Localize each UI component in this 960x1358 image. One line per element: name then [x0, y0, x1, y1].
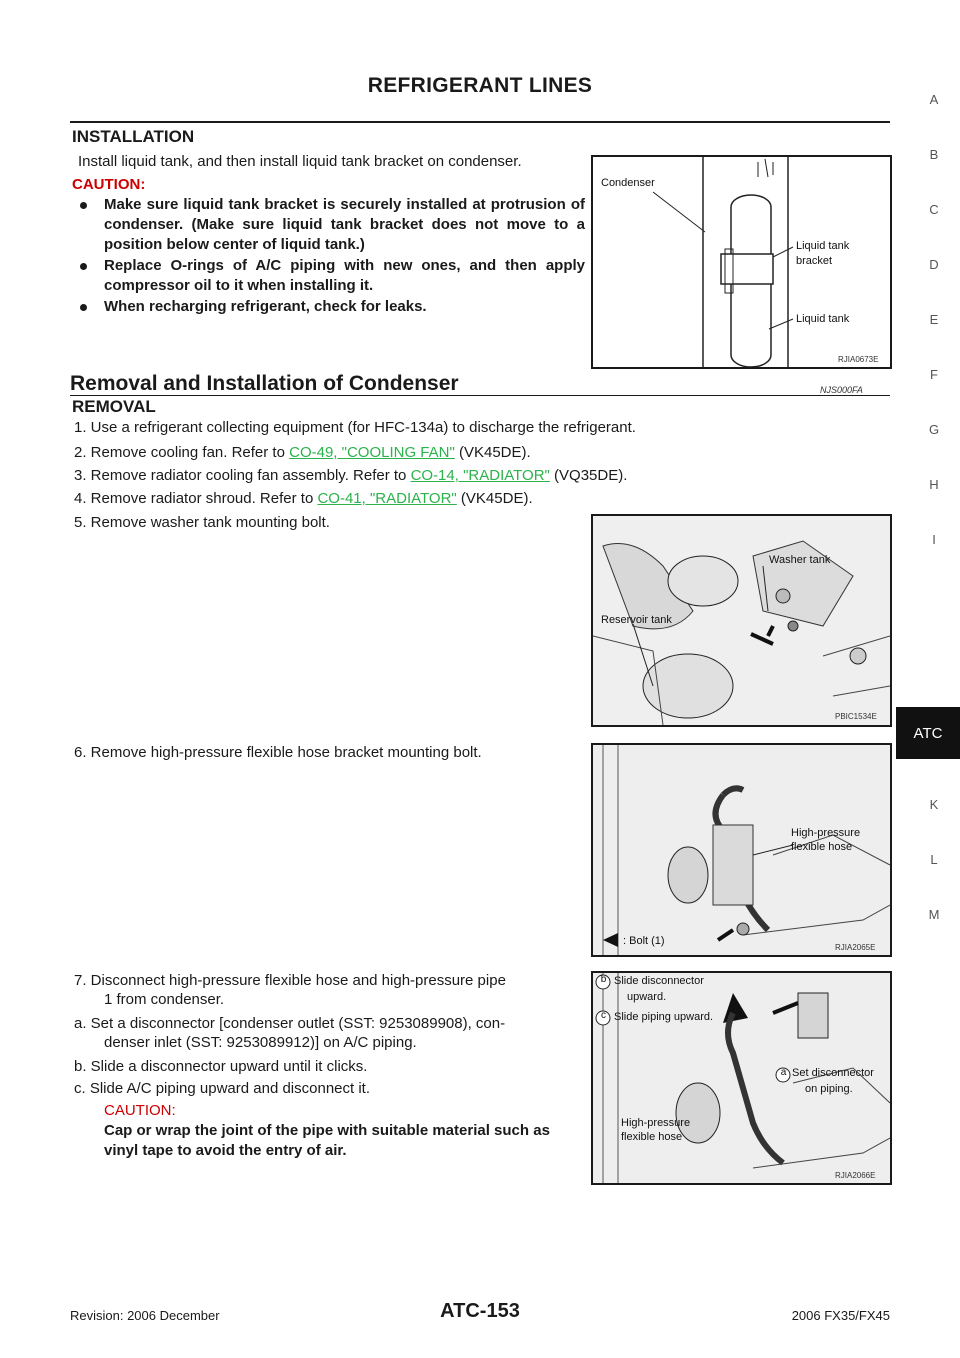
side-tab-b[interactable]: B: [929, 147, 939, 162]
bullet-text: Make sure liquid tank bracket is securely installed at protrusion of condenser. (Make sure liquid tank bracket does not move to a position below center of liquid tank.): [104, 196, 585, 253]
step-c: c. Slide A/C piping upward and disconnect it.: [74, 1080, 371, 1097]
figure-id: RJIA2065E: [835, 943, 876, 952]
label-liquid-tank: Liquid tank: [796, 313, 850, 325]
page-number: ATC-153: [440, 1300, 520, 1322]
bullet-text: Replace O-rings of A/C piping with new ones, and then apply compressor oil to it when installing it.: [104, 257, 585, 294]
figure-washer-tank: [591, 514, 892, 727]
step-7-line2: 1 from condenser.: [104, 991, 225, 1008]
side-tab-g[interactable]: G: [928, 422, 940, 437]
label-b-1: Slide disconnector: [614, 975, 704, 987]
side-tab-l[interactable]: L: [930, 852, 938, 867]
step-5: 5. Remove washer tank mounting bolt.: [74, 514, 330, 531]
step-4: [74, 489, 533, 509]
label-hose-1: High-pressure: [791, 827, 861, 839]
installation-intro: Install liquid tank, and then install liquid tank bracket on condenser.: [78, 153, 522, 170]
label-a-2: on piping.: [805, 1083, 853, 1095]
label-hose-2: flexible hose: [621, 1131, 683, 1143]
label-reservoir-tank: Reservoir tank: [601, 614, 672, 626]
figure-disconnector: [591, 971, 892, 1185]
letter-a: a: [780, 1067, 787, 1078]
step-2-suffix: (VK45DE).: [454, 444, 531, 461]
side-tab-e[interactable]: E: [929, 312, 939, 327]
side-tab-k[interactable]: K: [929, 797, 939, 812]
label-hose-1: High-pressure: [621, 1117, 691, 1129]
section-heading: Removal and Installation of Condenser: [70, 372, 459, 395]
label-c-1: Slide piping upward.: [614, 1011, 714, 1023]
figure-id: RJIA0673E: [838, 355, 879, 364]
step-3-text: 3. Remove radiator cooling fan assembly. Refer to: [74, 467, 411, 484]
label-a-1: Set disconnector: [792, 1067, 874, 1079]
side-tab-c[interactable]: C: [929, 202, 939, 217]
caution-bullet-3: [80, 297, 585, 317]
step-7-line1: 7. Disconnect high-pressure flexible hose and high-pressure pipe: [74, 972, 506, 989]
bullet-icon: [80, 304, 87, 311]
step-4-text: 4. Remove radiator shroud. Refer to: [74, 490, 318, 507]
figure-id: PBIC1534E: [835, 712, 877, 721]
caution-bullet-2: [80, 256, 585, 296]
section-rule: [70, 395, 890, 396]
bullet-icon: [80, 202, 87, 209]
step-3-suffix: (VQ35DE).: [549, 467, 628, 484]
section-id: NJS000FA: [820, 385, 863, 395]
label-bolt: : Bolt (1): [623, 935, 665, 947]
header-rule: [70, 121, 890, 123]
side-tab-atc[interactable]: ATC: [896, 707, 960, 759]
step-b: b. Slide a disconnector upward until it clicks.: [74, 1058, 368, 1075]
link-radiator-co14[interactable]: CO-14, "RADIATOR": [410, 467, 550, 484]
footer-revision: Revision: 2006 December: [70, 1308, 220, 1323]
label-condenser: Condenser: [601, 177, 655, 189]
footer-model: 2006 FX35/FX45: [791, 1308, 890, 1323]
caution-label-2: CAUTION:: [104, 1102, 176, 1119]
bullet-text: When recharging refrigerant, check for leaks.: [104, 298, 427, 315]
step-a-line2: denser inlet (SST: 9253089912)] on A/C piping.: [104, 1034, 417, 1051]
label-washer-tank: Washer tank: [769, 554, 831, 566]
letter-c: c: [601, 1010, 606, 1021]
page-title: REFRIGERANT LINES: [367, 74, 593, 97]
installation-heading: INSTALLATION: [72, 127, 195, 146]
label-bracket-1: Liquid tank: [796, 240, 850, 252]
removal-heading: REMOVAL: [72, 397, 156, 416]
step-3: [74, 466, 627, 486]
side-tab-h[interactable]: H: [929, 477, 939, 492]
figure-id: RJIA2066E: [835, 1171, 876, 1180]
label-hose-2: flexible hose: [791, 841, 853, 853]
link-radiator-co41[interactable]: CO-41, "RADIATOR": [317, 490, 457, 507]
letter-b: b: [600, 974, 607, 985]
link-cooling-fan[interactable]: CO-49, "COOLING FAN": [289, 444, 455, 461]
figure-hp-hose: [591, 743, 892, 957]
side-tab-d[interactable]: D: [929, 257, 939, 272]
figure-liquid-tank: [591, 155, 892, 369]
caution-bullet-1: [80, 195, 585, 255]
bullet-icon: [80, 263, 87, 270]
side-tab-i[interactable]: I: [932, 532, 936, 547]
step-4-suffix: (VK45DE).: [456, 490, 533, 507]
caution-text-2: Cap or wrap the joint of the pipe with suitable material such as vinyl tape to avoid the entry of air.: [104, 1122, 550, 1159]
side-tab-a[interactable]: A: [929, 92, 939, 107]
step-2-text: 2. Remove cooling fan. Refer to: [74, 444, 290, 461]
label-bracket-2: bracket: [796, 255, 833, 267]
caution-label: CAUTION:: [72, 176, 146, 193]
side-tab-f[interactable]: F: [930, 367, 938, 382]
step-6: 6. Remove high-pressure flexible hose bracket mounting bolt.: [74, 744, 482, 761]
step-2: [74, 443, 531, 463]
side-tab-m[interactable]: M: [928, 907, 940, 922]
label-b-2: upward.: [627, 991, 667, 1003]
step-1: 1. Use a refrigerant collecting equipment (for HFC-134a) to discharge the refrigerant.: [74, 419, 636, 436]
step-a-line1: a. Set a disconnector [condenser outlet (SST: 9253089908), con-: [74, 1015, 506, 1032]
